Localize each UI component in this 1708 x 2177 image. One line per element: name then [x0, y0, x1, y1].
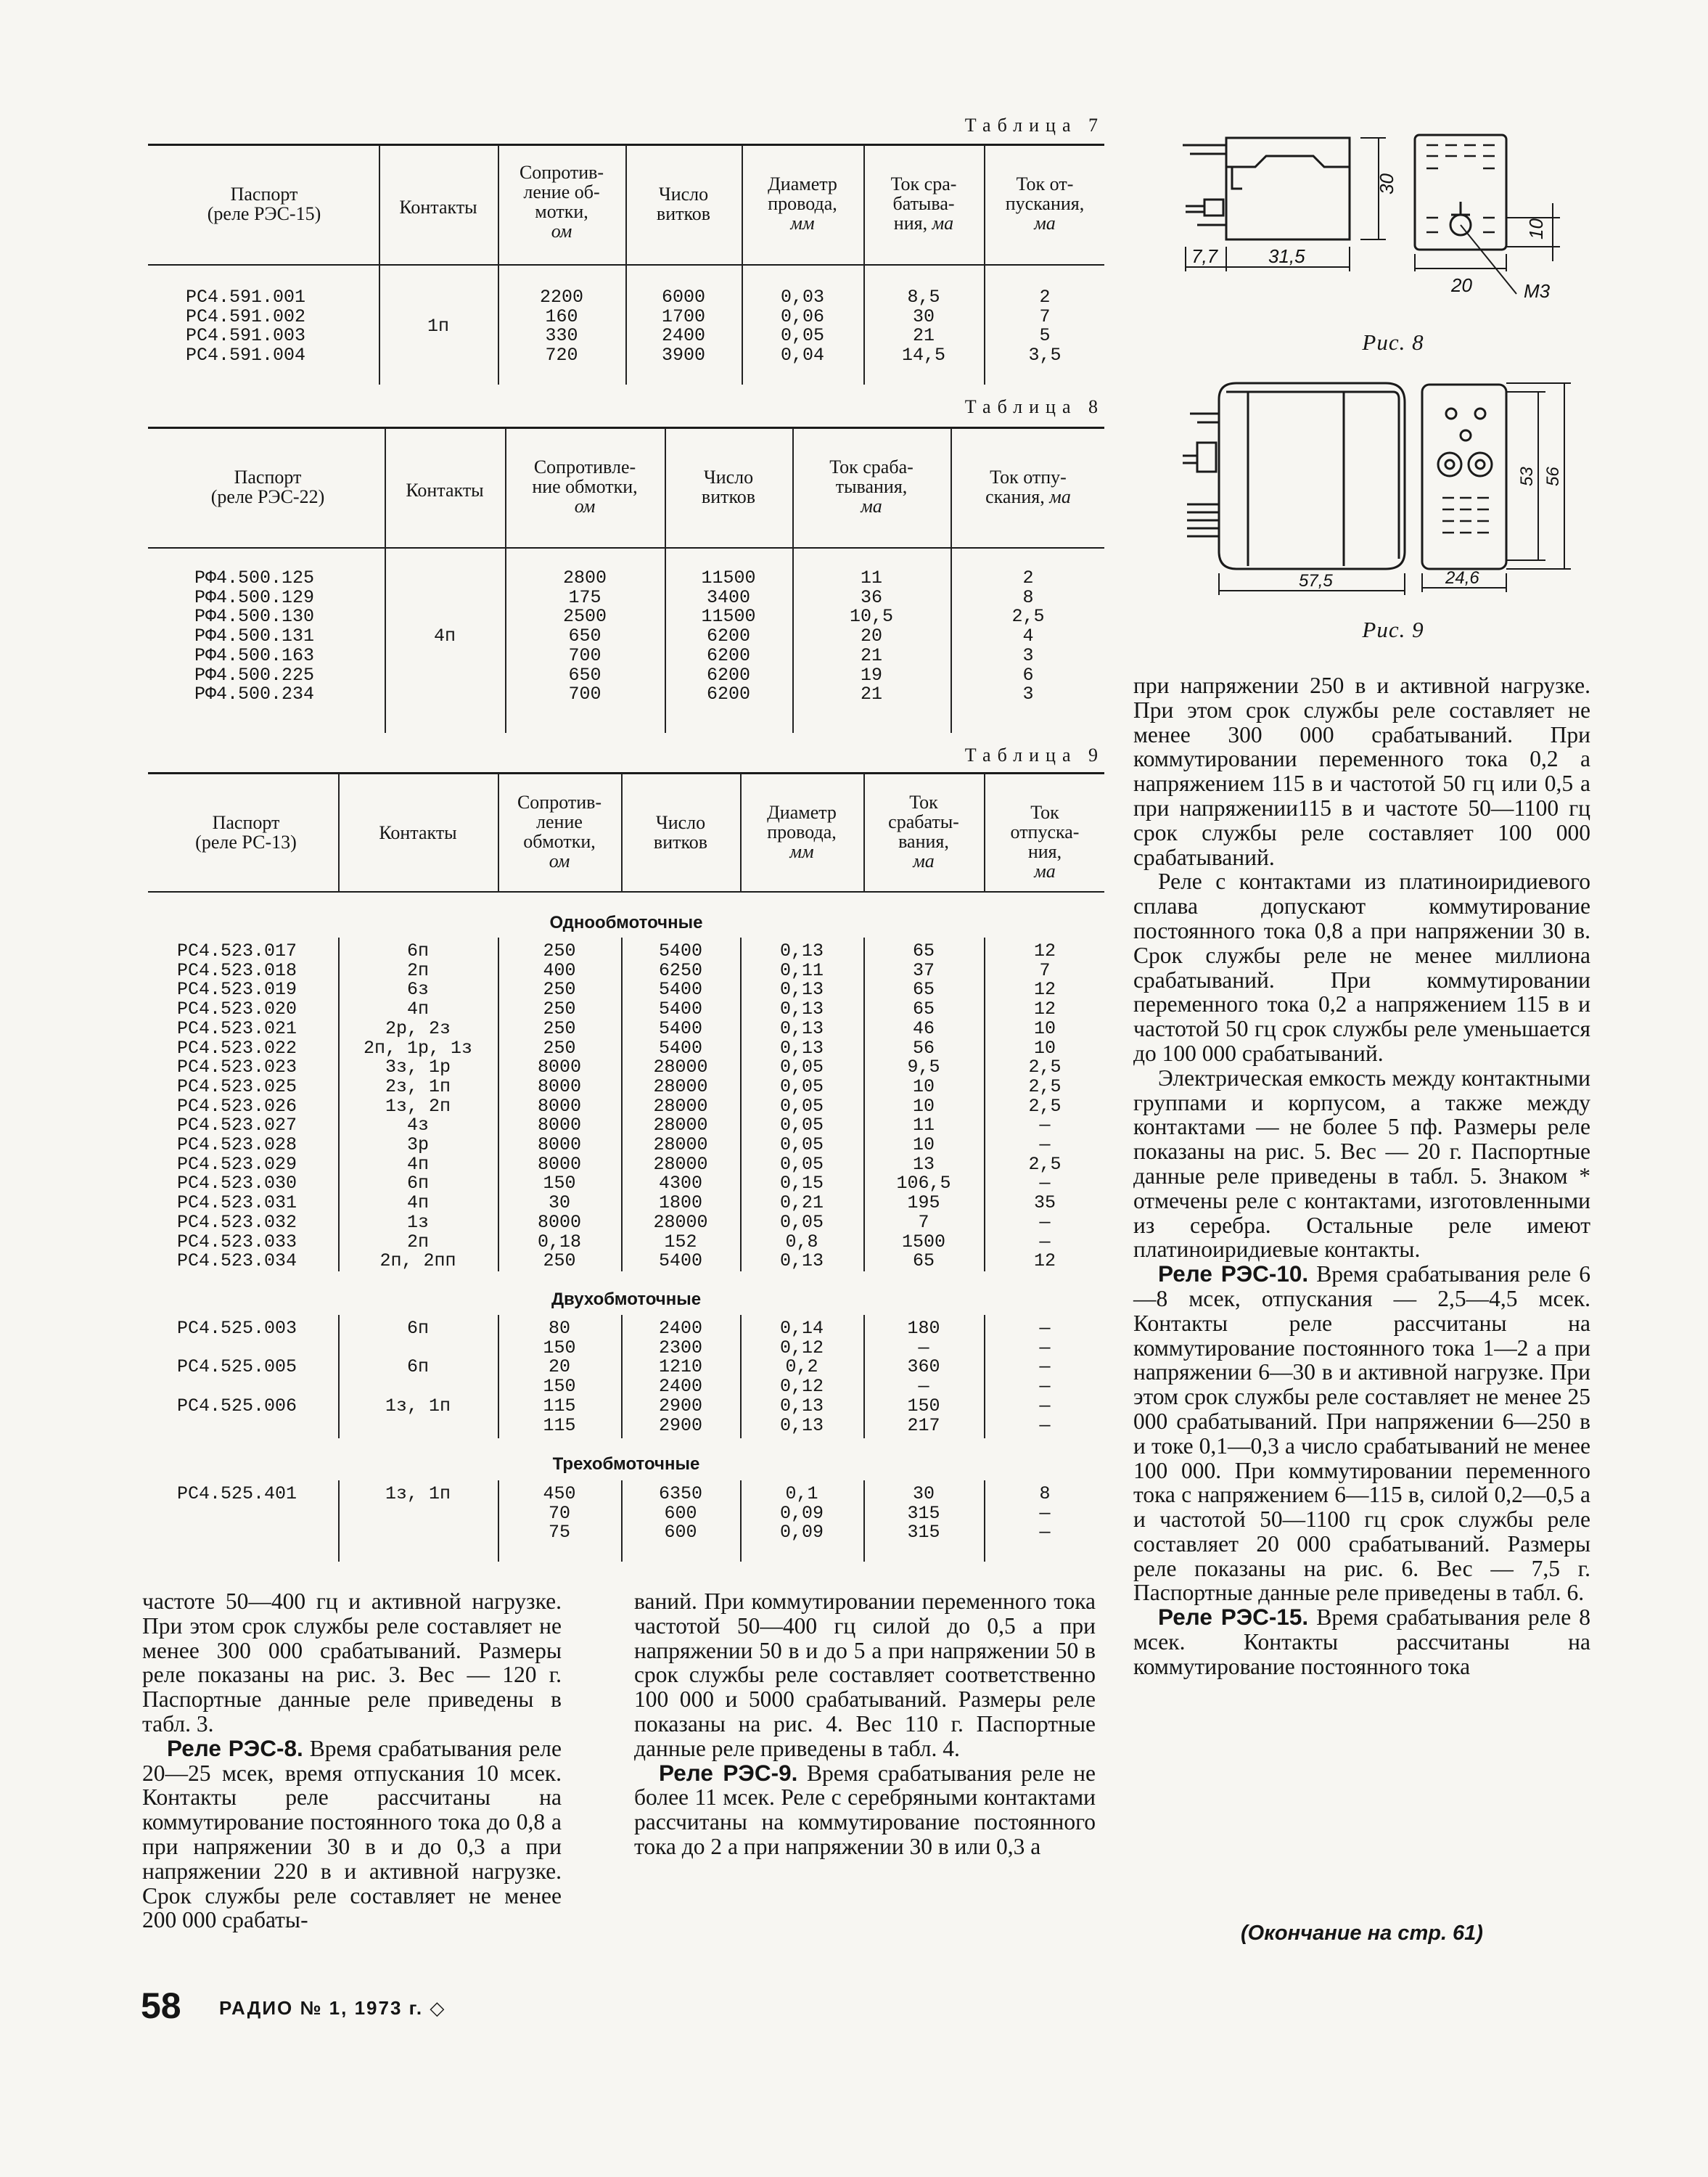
fig9-caption: Рис. 9 [1362, 617, 1424, 642]
issue-line [219, 1997, 446, 2020]
table9-header-turns: Число витков [653, 812, 708, 853]
table8-vrule [385, 428, 386, 733]
table7-header-turns: Число витков [656, 184, 711, 224]
fig9-dim-length: 57,5 [1299, 571, 1333, 591]
table9-top-rule [148, 772, 1104, 774]
fig9-dim-width: 24,6 [1445, 568, 1479, 588]
table7-col-diameter: 0,03 0,06 0,05 0,04 [780, 287, 824, 366]
section-title: Реле РЭС-15. [1158, 1604, 1309, 1631]
table9-g1-turns: 5400 6250 5400 5400 5400 5400 28000 28000 28000 28000 28000 28000 4300 1800 28000 152 5400 [653, 940, 708, 1272]
column-2-text [634, 1589, 1096, 1859]
table9-g1-diameter: 0,13 0,11 0,13 0,13 0,13 0,13 0,05 0,05 0,05 0,05 0,05 0,05 0,15 0,21 0,05 0,8 0,13 [779, 940, 824, 1272]
table8-header-turns: Число витков [701, 467, 756, 507]
fig8-dim-length: 31,5 [1268, 245, 1305, 267]
table9-caption: Таблица 9 [964, 745, 1104, 766]
table9-g1-passport: РС4.523.017 РС4.523.018 РС4.523.019 РС4.523.020 РС4.523.021 РС4.523.022 РС4.523.023 РС4.523.025 РС4.523.026 РС4.523.027 РС4.523.028 РС4.523.029 РС4.523.030 РС4.523.031 РС4.523.032 РС4.523.033 РС4.523.034 [177, 940, 297, 1272]
table9-g3-passport: РС4.525.401 [177, 1483, 297, 1504]
paragraph: при напряжении 250 в и активной нагрузке. При этом срок службы реле составляет не менее 300 000 срабатываний. При коммутировании переменного тока 0,2 а напряжением 115 в и частотой 50 гц или 0,5 а при напряжении115 в и частоте 50—1100 гц срок службы реле составляет 100 000 срабатываний. [1133, 673, 1590, 870]
table9-header-diameter: Диаметр провода, мм [767, 802, 837, 862]
table8-header-rule [148, 547, 1104, 549]
paragraph: частоте 50—400 гц и активной нагрузке. При этом срок службы реле составляет не менее 300 000 срабатываний. Размеры реле показаны на рис. 3. Вес — 120 г. Паспортные данные реле приведены в табл. 3. [142, 1588, 562, 1737]
table8-col-resistance: 2800 175 2500 650 700 650 700 [562, 567, 607, 705]
fig8-dim-offset: 7,7 [1191, 245, 1218, 267]
table7-col-resistance: 2200 160 330 720 [539, 287, 583, 366]
paragraph-body: Время срабатывания реле не более 11 мсек. Реле с серебряными контактами рассчитаны на коммутирование постоянного тока до 2 а при напряжении 30 в или 0,3 а [634, 1760, 1096, 1859]
table8-header-resistance: Сопротивле- ние обмотки, ом [532, 456, 638, 517]
table7-header-passport: Паспорт (реле РЭС-15) [207, 184, 321, 224]
paragraph-body: Время срабатывания реле 8 мсек. Контакты рассчитаны на коммутирование постоянного тока [1133, 1604, 1591, 1679]
diamond-icon: ◇ [430, 1997, 446, 2019]
table9-group-single-winding: Однообмоточные [549, 913, 703, 932]
table9-header-resistance: Сопротив- ление обмотки, ом [517, 792, 602, 872]
fig9-dim-inner-height: 53 [1517, 467, 1537, 486]
paragraph: ваний. При коммутировании переменного тока частотой 50—400 гц силой до 0,5 а при напряжении 50 в и до 5 а при напряжении 50 в срок службы реле составляет соответственно 100 000 и 5000 срабатываний. Размеры реле показаны на рис. 4. Вес 110 г. Паспортные данные реле приведены в табл. 4. [634, 1588, 1096, 1761]
table9-g2-resistance: 80 150 20 150 115 115 [543, 1318, 576, 1436]
paragraph-res10 [1133, 1262, 1590, 1605]
table9-g1-release: 12 7 12 12 10 10 2,5 2,5 2,5 — — 2,5 — 35 — — 12 [1028, 940, 1062, 1272]
table9-g3-operate: 30 315 315 [907, 1483, 940, 1543]
continued-note: (Окончание на стр. 61) [1241, 1922, 1483, 1945]
table9-g1-operate: 65 37 65 65 46 56 9,5 10 10 11 10 13 106,5 195 7 1500 65 [896, 940, 951, 1272]
page-number: 58 [141, 1985, 181, 2026]
fig8-dim-width: 20 [1451, 274, 1472, 296]
table7-header-contacts: Контакты [399, 197, 477, 218]
table9-group-triple-winding: Трехобмоточные [552, 1454, 700, 1474]
table7-caption: Таблица 7 [964, 115, 1104, 136]
table7-header-diameter: Диаметр провода, мм [768, 173, 837, 234]
table7-header-operate-current: Ток сра- батыва- ния, ма [890, 173, 957, 234]
table9-header-contacts: Контакты [379, 822, 457, 843]
paragraph: Реле с контактами из платиноиридиевого сплава допускают коммутирование постоянного тока 0,8 а при напряжении 30 в. Срок службы реле не менее миллиона срабатываний. При коммутировании переменного тока 0,2 а напряжением 115 в и частотой 50 гц срок службы реле уменьшается до 100 000 срабатываний. [1133, 869, 1590, 1066]
table8-header-operate-current: Ток сраба- тывания, ма [829, 456, 913, 517]
table7-col-release: 2 7 5 3,5 [1028, 287, 1062, 366]
fig9-dim-outer-height: 56 [1543, 467, 1563, 486]
table8-top-rule [148, 427, 1104, 429]
table9-g3-turns: 6350 600 600 [658, 1483, 702, 1543]
section-title: Реле РЭС-10. [1158, 1260, 1309, 1287]
paragraph-body: Время срабатывания реле 6—8 мсек, отпускания — 2,5—4,5 мсек. Контакты реле рассчитаны на коммутирование постоянного тока 1—2 а при напряжении 6—30 в и активной нагрузке. При этом срок службы реле составляет не менее 25 000 срабатываний. При напряжении 6—250 в и токе 0,1—0,3 а число срабатываний не менее 100 000. При коммутировании переменного тока с напряжением 6—115 в, силой 0,2—0,5 а и частотой 50—1100 гц срок службы реле составляет 20 000 срабатываний. Размеры реле показаны на рис. 6. Вес — 7,5 г. Паспортные данные реле приведены в табл. 6. [1133, 1261, 1591, 1606]
table7-col-operate: 8,5 30 21 14,5 [901, 287, 945, 366]
table8-header-passport: Паспорт (реле РЭС-22) [210, 467, 325, 507]
section-title: Реле РЭС-8. [167, 1734, 303, 1761]
right-column-text [1133, 673, 1590, 1679]
fig8-dim-thread: М3 [1524, 280, 1551, 302]
table9-g2-passport: РС4.525.003 РС4.525.005 РС4.525.006 [177, 1318, 297, 1417]
table8-col-release: 2 8 2,5 4 3 6 3 [1011, 567, 1045, 705]
table8-col-contacts: 4п [433, 626, 456, 647]
section-title: Реле РЭС-9. [659, 1759, 798, 1786]
table8-col-operate: 11 36 10,5 20 21 19 21 [849, 567, 893, 705]
table9-g2-diameter: 0,14 0,12 0,2 0,12 0,13 0,13 [779, 1318, 824, 1436]
table9-g3-contacts: 1з, 1п [385, 1483, 451, 1504]
table9-g2-contacts: 6п 6п 1з, 1п [385, 1318, 451, 1417]
fig8-caption: Рис. 8 [1362, 329, 1424, 355]
table9-header-passport: Паспорт (реле РС-13) [195, 812, 297, 853]
paragraph-res9 [634, 1761, 1096, 1859]
table9-g2-release: — — — — — — [1039, 1318, 1051, 1436]
table9-group-double-winding: Двухобмоточные [551, 1290, 702, 1309]
table9-g1-resistance: 250 400 250 250 250 250 8000 8000 8000 8000 8000 8000 150 30 8000 0,18 250 [537, 940, 581, 1272]
table8-col-turns: 11500 3400 11500 6200 6200 6200 6200 [701, 567, 756, 705]
table8-header-contacts: Контакты [406, 480, 484, 501]
paragraph-body: Время срабатывания реле 20—25 мсек, время отпускания 10 мсек. Контакты реле рассчитаны на коммутирование постоянного тока до 0,8 а при напряжении 30 в и до 0,3 а при напряжении 220 в и активной нагрузке. Срок службы реле составляет не менее 200 000 срабаты- [142, 1735, 562, 1933]
paragraph-res8 [142, 1734, 562, 1933]
table7-vrule [379, 145, 380, 385]
table9-header-operate-current: Ток срабаты- вания, ма [888, 792, 959, 872]
table9-g2-turns: 2400 2300 1210 2400 2900 2900 [658, 1318, 702, 1436]
table9-g3-diameter: 0,1 0,09 0,09 [779, 1483, 824, 1543]
table9-g1-contacts: 6п 2п 6з 4п 2р, 2з 2п, 1р, 1з 3з, 1р 2з, 1п 1з, 2п 4з 3р 4п 6п 4п 1з 2п 2п, 2пп [363, 940, 473, 1272]
table8-caption: Таблица 8 [964, 396, 1104, 417]
fig8-dim-height: 30 [1376, 173, 1397, 194]
table7-header-resistance: Сопротив- ление об- мотки, ом [519, 162, 604, 242]
fig8-dim-ten: 10 [1525, 218, 1547, 239]
column-1-text [142, 1589, 562, 1932]
paragraph-res15 [1133, 1605, 1590, 1678]
table8-header-release-current: Ток отпу- скания, ма [985, 467, 1071, 507]
paragraph: Электрическая емкость между контактными группами и корпусом, а также между контактами — не более 5 пф. Размеры реле показаны на рис. 5. Вес — 20 г. Паспортные данные реле приведены в табл. 5. Знаком * отмечены реле с контактами, изготовленными из серебра. Остальные реле имеют платиноиридиевые контакты. [1133, 1065, 1590, 1263]
table7-col-passport: РС4.591.001 РС4.591.002 РС4.591.003 РС4.591.004 [186, 287, 306, 366]
relay-res15-drawing [1175, 116, 1582, 327]
table8-col-passport: РФ4.500.125 РФ4.500.129 РФ4.500.130 РФ4.500.131 РФ4.500.163 РФ4.500.225 РФ4.500.234 [194, 567, 315, 705]
table9-g3-resistance: 450 70 75 [543, 1483, 576, 1543]
table9-header-release-current: Ток отпуска- ния, ма [1010, 802, 1080, 882]
table7-col-contacts: 1п [427, 316, 449, 337]
table7-header-release-current: Ток от- пускания, ма [1005, 173, 1085, 234]
table9-g2-operate: 180 — 360 — 150 217 [907, 1318, 940, 1436]
table7-col-turns: 6000 1700 2400 3900 [661, 287, 705, 366]
table9-header-rule [148, 891, 1104, 893]
relay-res22-drawing [1175, 370, 1582, 610]
table9-g3-release: 8 — — [1039, 1483, 1051, 1543]
issue-text: РАДИО № 1, 1973 г. [219, 1997, 424, 2019]
